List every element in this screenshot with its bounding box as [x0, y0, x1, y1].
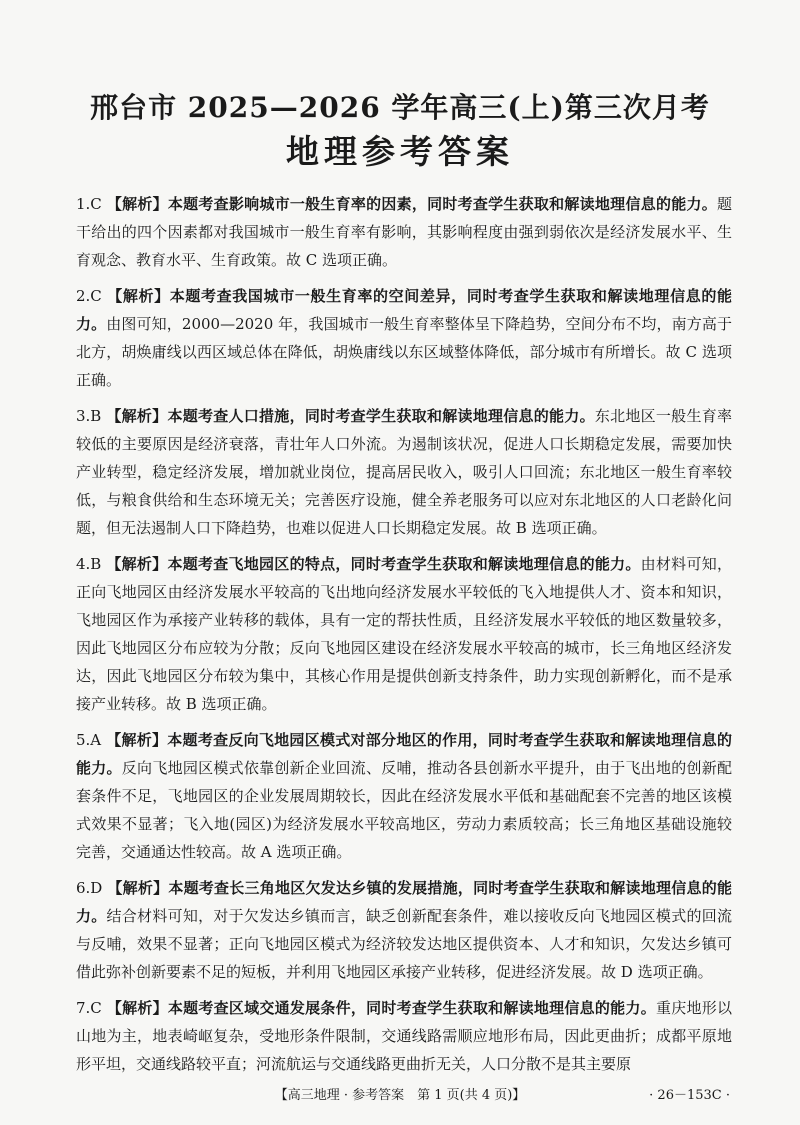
answer-number: 5.A: [76, 731, 102, 749]
footer-code: · 26－153C ·: [649, 1088, 730, 1103]
answer-lead: 本题考查飞地园区的特点，同时考查学生获取和解读地理信息的能力。: [167, 555, 641, 573]
answers-list: [76, 190, 732, 1086]
exam-title: 邢台市 2025—2026 学年高三(上)第三次月考: [90, 91, 710, 124]
answer-body: 东北地区一般生育率较低的主要原因是经济衰落，青壮年人口外流。为遏制该状况，促进人口长期稳定发展，需要加快产业转型，稳定经济发展，增加就业岗位，提高居民收入，吸引人口回流；东北地区一般生育率较低，与粮食供给和生态环境无关；完善医疗设施，健全养老服务可以应对东北地区的人口老龄化问题，但无法遏制人口下降趋势，也难以促进人口长期稳定发展。故 B 选项正确。: [76, 407, 732, 537]
answer-lead: 本题考查反向飞地园区模式对部分地区的作用，同时考查学生获取和解读地理信息的能力。: [76, 731, 732, 777]
answer-body: 结合材料可知，对于欠发达乡镇而言，缺乏创新配套条件，难以接收反向飞地园区模式的回流与反哺，效果不显著；正向飞地园区模式为经济较发达地区提供资本、人才和知识，欠发达乡镇可借此弥补创新要素不足的短板，并利用飞地园区承接产业转移，促进经济发展。故 D 选项正确。: [76, 907, 732, 981]
answer-number: 2.C: [76, 287, 102, 305]
analysis-tag: 【解析】: [106, 195, 168, 213]
analysis-tag: 【解析】: [106, 999, 168, 1017]
answer-number: 3.B: [76, 407, 102, 425]
answer-lead: 本题考查人口措施，同时考查学生获取和解读地理信息的能力。: [167, 407, 595, 425]
answer-item-3: [76, 402, 732, 542]
analysis-tag: 【解析】: [106, 555, 168, 573]
answer-lead: 本题考查长三角地区欠发达乡镇的发展措施，同时考查学生获取和解读地理信息的能力。: [76, 879, 732, 925]
analysis-tag: 【解析】: [106, 731, 168, 749]
page-footer: [0, 1084, 800, 1104]
answer-body: 重庆地形以山地为主，地表崎岖复杂，受地形条件限制，交通线路需顺应地形布局，因此更曲折；成都平原地形平坦，交通线路较平直；河流航运与交通线路更曲折无关，人口分散不是其主要原: [76, 999, 732, 1073]
analysis-tag: 【解析】: [107, 879, 169, 897]
footer-page-info: 【高三地理 · 参考答案 第 1 页(共 4 页)】: [274, 1088, 526, 1103]
answer-number: 7.C: [76, 999, 102, 1017]
answer-item-2: [76, 282, 732, 394]
answer-body: 题干给出的四个因素都对我国城市一般生育率有影响，其影响程度由强到弱依次是经济发展水平、生育观念、教育水平、生育政策。故 C 选项正确。: [76, 195, 732, 269]
answer-item-7: [76, 994, 732, 1078]
answer-lead: 本题考查影响城市一般生育率的因素，同时考查学生获取和解读地理信息的能力。: [167, 195, 717, 213]
analysis-tag: 【解析】: [106, 407, 168, 425]
answer-item-5: [76, 726, 732, 866]
answer-body: 由材料可知，正向飞地园区由经济发展水平较高的飞出地向经济发展水平较低的飞入地提供人才、资本和知识，飞地园区作为承接产业转移的载体，具有一定的帮扶性质，且经济发展水平较低的地区数量较多，因此飞地园区分布应较为分散；反向飞地园区建设在经济发展水平较高的城市，长三角地区经济发达，因此飞地园区分布较为集中，其核心作用是提供创新支持条件，助力实现创新孵化，而不是承接产业转移。故 B 选项正确。: [76, 555, 732, 713]
answer-item-1: [76, 190, 732, 274]
answer-body: 由图可知，2000—2020 年，我国城市一般生育率整体呈下降趋势，空间分布不均，南方高于北方，胡焕庸线以西区域总体在降低，胡焕庸线以东区域整体降低，部分城市有所增长。故 C 选项正确。: [76, 315, 732, 389]
answer-lead: 本题考查我国城市一般生育率的空间差异，同时考查学生获取和解读地理信息的能力。: [76, 287, 732, 333]
answer-item-4: [76, 550, 732, 718]
answer-number: 4.B: [76, 555, 102, 573]
answer-number: 6.D: [76, 879, 103, 897]
analysis-tag: 【解析】: [107, 287, 170, 305]
answer-number: 1.C: [76, 195, 102, 213]
answer-body: 反向飞地园区模式依靠创新企业回流、反哺，推动各县创新水平提升，由于飞出地的创新配套条件不足，飞地园区的企业发展周期较长，因此在经济发展水平低和基础配套不完善的地区该模式效果不显著；飞入地(园区)为经济发展水平较高地区，劳动力素质较高；长三角地区基础设施较完善，交通通达性较高。故 A 选项正确。: [76, 759, 732, 861]
answer-item-6: [76, 874, 732, 986]
document-subtitle: 地理参考答案: [286, 132, 514, 171]
answer-lead: 本题考查区域交通发展条件，同时考查学生获取和解读地理信息的能力。: [167, 999, 656, 1017]
